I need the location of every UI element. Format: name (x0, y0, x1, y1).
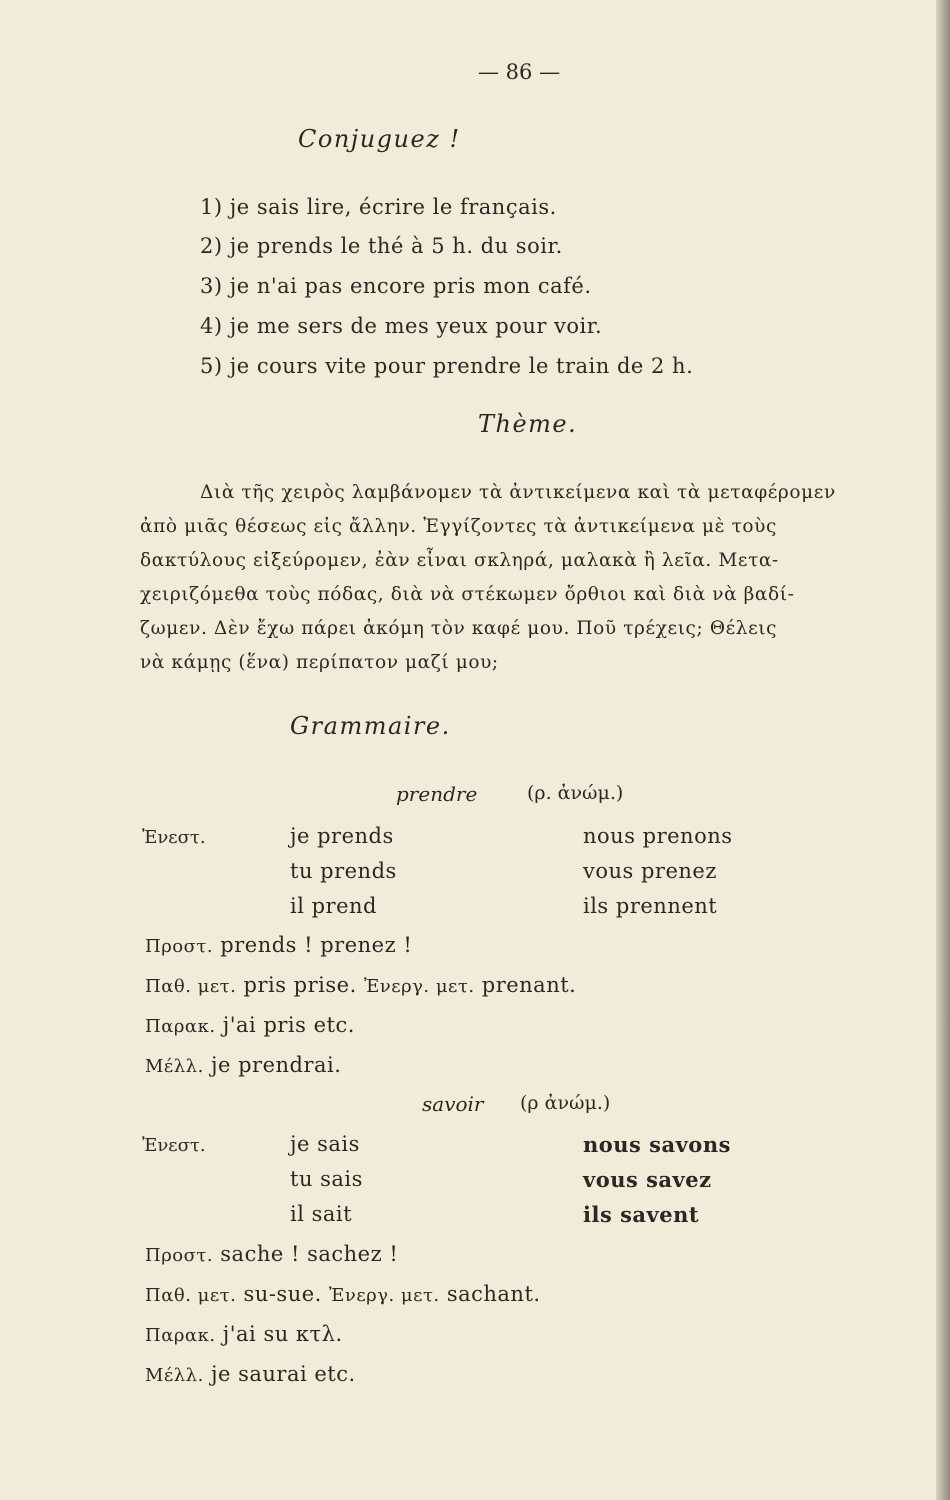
imperative-label: Προστ. (145, 1245, 214, 1266)
conjugation-singular: tu sais (290, 1167, 363, 1191)
conjugation-singular: il sait (290, 1202, 353, 1226)
imperative-row (145, 933, 412, 957)
participle-row (145, 973, 576, 997)
perfect-form: j'ai pris etc. (222, 1013, 355, 1037)
imperative-row (145, 1242, 398, 1266)
future-row (145, 1362, 356, 1386)
participle-label: Παθ. μετ. (145, 1285, 237, 1306)
theme-line: Διὰ τῆς χειρὸς λαμβάνομεν τὰ ἀντικείμενα καὶ τὰ μεταφέρομεν (200, 482, 836, 503)
perfect-label: Παρακ. (145, 1016, 216, 1037)
conjugation-plural: ils savent (583, 1202, 700, 1227)
exercise-item: 1) je sais lire, écrire le français. (200, 195, 557, 219)
exercise-item: 2) je prends le thé à 5 h. du soir. (200, 234, 563, 258)
imperative-forms: prends ! prenez ! (220, 933, 413, 957)
conjugation-singular: tu prends (290, 859, 397, 883)
participle-row (145, 1282, 541, 1306)
conjugation-plural: vous savez (583, 1167, 712, 1192)
conjugation-singular: il prend (290, 894, 377, 918)
future-form: je saurai etc. (210, 1362, 356, 1386)
exercise-item: 3) je n'ai pas encore pris mon café. (200, 274, 592, 298)
present-participle: sachant. (446, 1282, 541, 1306)
future-label: Μέλλ. (145, 1365, 204, 1386)
perfect-form: j'ai su κτλ. (222, 1322, 343, 1346)
verb-title-savoir: savoir (422, 1092, 484, 1116)
conjugation-plural: nous prenons (583, 824, 733, 848)
past-participle: su-sue. (243, 1282, 322, 1306)
theme-heading: Thème. (478, 410, 578, 438)
theme-line: ζωμεν. Δὲν ἔχω πάρει ἀκόμη τὸν καφέ μου. Ποῦ τρέχεις; Θέλεις (140, 618, 778, 639)
grammaire-heading: Grammaire. (290, 712, 451, 740)
page-number: — 86 — (478, 60, 561, 84)
active-participle-label: Ἐνεργ. μετ. (329, 1285, 440, 1306)
conjuguez-heading: Conjuguez ! (298, 125, 461, 153)
future-form: je prendrai. (210, 1053, 342, 1077)
participle-label: Παθ. μετ. (145, 976, 237, 997)
perfect-label: Παρακ. (145, 1325, 216, 1346)
conjugation-singular: je sais (290, 1132, 360, 1156)
conjugation-plural: nous savons (583, 1132, 731, 1157)
conjugation-plural: ils prennent (583, 894, 718, 918)
past-participle: pris prise. (243, 973, 357, 997)
theme-line: νὰ κάμῃς (ἕνα) περίπατον μαζί μου; (140, 652, 499, 673)
present-participle: prenant. (481, 973, 577, 997)
verb-gloss: (ρ. ἀνώμ.) (527, 782, 624, 804)
future-row (145, 1053, 341, 1077)
theme-line: δακτύλους εἰξεύρομεν, ἐὰν εἶναι σκληρά, μαλακὰ ἢ λεῖα. Μετα- (140, 550, 779, 571)
present-label: Ἐνεστ. (142, 1135, 206, 1156)
imperative-forms: sache ! sachez ! (220, 1242, 399, 1266)
imperative-label: Προστ. (145, 936, 214, 957)
exercise-item: 5) je cours vite pour prendre le train de 2 h. (200, 354, 694, 378)
active-participle-label: Ἐνεργ. μετ. (363, 976, 475, 997)
conjugation-singular: je prends (290, 824, 394, 848)
perfect-row (145, 1322, 343, 1346)
theme-line: ἀπὸ μιᾶς θέσεως εἰς ἄλλην. Ἐγγίζοντες τὰ ἀντικείμενα μὲ τοὺς (140, 516, 777, 537)
conjugation-plural: vous prenez (583, 859, 717, 883)
future-label: Μέλλ. (145, 1056, 204, 1077)
verb-gloss: (ρ ἀνώμ.) (520, 1092, 611, 1114)
theme-line: χειριζόμεθα τοὺς πόδας, διὰ νὰ στέκωμεν ὄρθιοι καὶ διὰ νὰ βαδί- (140, 584, 795, 605)
page-edge (936, 0, 950, 1500)
present-label: Ἐνεστ. (142, 827, 206, 848)
exercise-item: 4) je me sers de mes yeux pour voir. (200, 314, 603, 338)
verb-title-prendre: prendre (396, 782, 478, 806)
perfect-row (145, 1013, 355, 1037)
